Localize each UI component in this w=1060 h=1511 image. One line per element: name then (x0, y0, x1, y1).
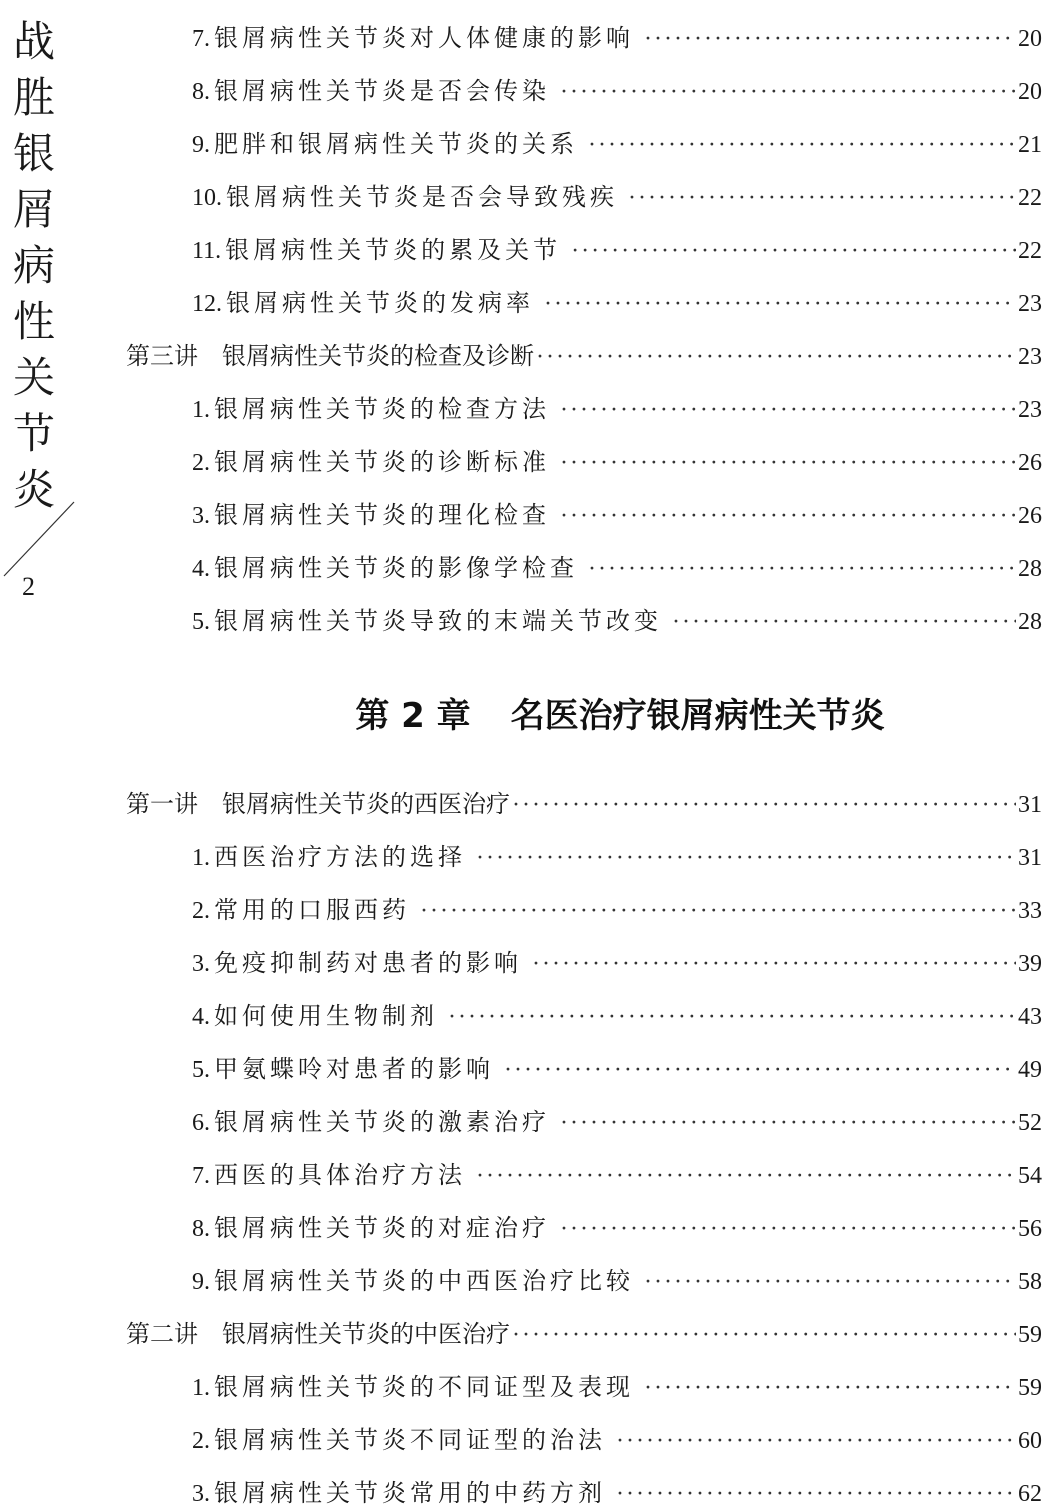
dot-leader (616, 1428, 1016, 1455)
toc-entry-number: 4. (192, 1004, 210, 1030)
chapter-label: 第 2 章 (355, 696, 471, 736)
book-title-char: 战 (12, 17, 55, 66)
toc-entry (192, 1473, 1042, 1508)
toc-entry (192, 548, 1042, 583)
toc-entry-title: 银屑病性关节炎的检查方法 (214, 395, 550, 423)
dot-leader (420, 898, 1016, 925)
book-title-char: 病 (12, 241, 55, 290)
toc-entry-number: 9. (192, 1269, 210, 1295)
toc-page-number: 59 (1018, 1375, 1042, 1401)
toc-entry-number: 9. (192, 132, 210, 158)
toc-entry-title: 银屑病性关节炎对人体健康的影响 (214, 24, 634, 52)
toc-entry-number: 8. (192, 1216, 210, 1242)
toc-entry (192, 1102, 1042, 1137)
toc-page-number: 21 (1018, 132, 1042, 158)
toc-page-number: 20 (1018, 26, 1042, 52)
dot-leader (476, 845, 1016, 872)
toc-page-number: 49 (1018, 1057, 1042, 1083)
dot-leader (571, 238, 1016, 265)
toc-entry-title: 银屑病性关节炎是否会传染 (214, 77, 550, 105)
toc-entry (192, 283, 1042, 318)
toc-entry-number: 3. (192, 1481, 210, 1507)
book-title-char: 关 (12, 353, 55, 402)
toc-entry (192, 943, 1042, 978)
dot-leader (644, 26, 1016, 53)
dot-leader (560, 1110, 1016, 1137)
dot-leader (628, 185, 1016, 212)
toc-entry-number: 2. (192, 898, 210, 924)
toc-entry-title: 银屑病性关节炎的激素治疗 (214, 1108, 550, 1136)
toc-page-number: 31 (1018, 792, 1042, 818)
toc-page-number: 31 (1018, 845, 1042, 871)
toc-entry-title: 银屑病性关节炎的诊断标准 (214, 448, 550, 476)
dot-leader (544, 291, 1016, 318)
dot-leader (644, 1269, 1016, 1296)
dot-leader (560, 1216, 1016, 1243)
toc-entry-title: 常用的口服西药 (214, 896, 410, 924)
toc-page-number: 26 (1018, 503, 1042, 529)
toc-entry-number: 7. (192, 26, 210, 52)
toc-entry-number: 10. (192, 185, 222, 211)
toc-page-number: 20 (1018, 79, 1042, 105)
toc-entry-title: 银屑病性关节炎的中西医治疗比较 (214, 1267, 634, 1295)
toc-entry-number: 2. (192, 450, 210, 476)
book-title-char: 节 (12, 409, 55, 458)
toc-entry (192, 495, 1042, 530)
toc-entry (192, 177, 1042, 212)
toc-entry-number: 2. (192, 1428, 210, 1454)
toc-section-entry (126, 336, 1042, 371)
toc-page-number: 60 (1018, 1428, 1042, 1454)
dot-leader (512, 1322, 1016, 1349)
toc-entry (192, 1367, 1042, 1402)
book-title-char: 银 (12, 129, 55, 178)
toc-entry-title: 免疫抑制药对患者的影响 (214, 949, 522, 977)
toc-page-number: 52 (1018, 1110, 1042, 1136)
toc-entry-number: 6. (192, 1110, 210, 1136)
toc-entry-title: 西医的具体治疗方法 (214, 1161, 466, 1189)
toc-entry-title: 银屑病性关节炎的影像学检查 (214, 554, 578, 582)
toc-entry-title: 银屑病性关节炎导致的末端关节改变 (214, 607, 662, 635)
toc-entry (192, 124, 1042, 159)
toc-entry-number: 1. (192, 845, 210, 871)
toc-page-number: 62 (1018, 1481, 1042, 1507)
dot-leader (560, 79, 1016, 106)
dot-leader (504, 1057, 1016, 1084)
book-title-char: 炎 (12, 465, 55, 514)
toc-entry-number: 5. (192, 609, 210, 635)
toc-entry (192, 1208, 1042, 1243)
toc-entry (192, 1261, 1042, 1296)
toc-entry-number: 3. (192, 951, 210, 977)
toc-entry-number: 3. (192, 503, 210, 529)
toc-entry (192, 996, 1042, 1031)
toc-page-number: 33 (1018, 898, 1042, 924)
toc-entry-number: 1. (192, 397, 210, 423)
toc-entry-title: 第一讲 银屑病性关节炎的西医治疗 (126, 790, 510, 818)
toc-entry (192, 837, 1042, 872)
toc-entry-number: 7. (192, 1163, 210, 1189)
dot-leader (476, 1163, 1016, 1190)
toc-entry (192, 18, 1042, 53)
toc-entry-title: 西医治疗方法的选择 (214, 843, 466, 871)
chapter-heading (0, 688, 1060, 737)
dot-leader (588, 556, 1016, 583)
toc-page-number: 28 (1018, 609, 1042, 635)
toc-page-number: 54 (1018, 1163, 1042, 1189)
toc-entry (192, 1420, 1042, 1455)
book-title-char: 性 (12, 297, 55, 346)
toc-page-number: 58 (1018, 1269, 1042, 1295)
page-number: 2 (22, 572, 35, 601)
dot-leader (536, 344, 1016, 371)
toc-page-number: 39 (1018, 951, 1042, 977)
toc-page-number: 26 (1018, 450, 1042, 476)
dot-leader (588, 132, 1016, 159)
toc-entry-title: 银屑病性关节炎是否会导致残疾 (226, 183, 618, 211)
dot-leader (644, 1375, 1016, 1402)
toc-entry (192, 442, 1042, 477)
toc-entry (192, 1155, 1042, 1190)
toc-entry-number: 8. (192, 79, 210, 105)
toc-entry-title: 银屑病性关节炎的不同证型及表现 (214, 1373, 634, 1401)
toc-entry-title: 银屑病性关节炎常用的中药方剂 (214, 1479, 606, 1507)
dot-leader (560, 450, 1016, 477)
toc-page-number: 56 (1018, 1216, 1042, 1242)
toc-page-number: 23 (1018, 291, 1042, 317)
toc-page-number: 22 (1018, 238, 1042, 264)
toc-page-number: 23 (1018, 397, 1042, 423)
toc-entry (192, 890, 1042, 925)
toc-entry (192, 230, 1042, 265)
toc-entry-number: 1. (192, 1375, 210, 1401)
chapter-title: 名医治疗银屑病性关节炎 (510, 696, 885, 736)
toc-entry-number: 5. (192, 1057, 210, 1083)
toc-entry-title: 第三讲 银屑病性关节炎的检查及诊断 (126, 342, 534, 370)
toc-page-number: 22 (1018, 185, 1042, 211)
toc-entry-title: 第二讲 银屑病性关节炎的中医治疗 (126, 1320, 510, 1348)
dot-leader (532, 951, 1016, 978)
toc-section-entry (126, 784, 1042, 819)
toc-entry-title: 甲氨蝶呤对患者的影响 (214, 1055, 494, 1083)
book-title-char: 屑 (12, 185, 55, 234)
toc-entry-title: 银屑病性关节炎的发病率 (226, 289, 534, 317)
toc-section-entry (126, 1314, 1042, 1349)
dot-leader (560, 503, 1016, 530)
toc-entry (192, 71, 1042, 106)
toc-entry-number: 12. (192, 291, 222, 317)
toc-page-number: 23 (1018, 344, 1042, 370)
toc-page-number: 28 (1018, 556, 1042, 582)
toc-entry-number: 11. (192, 238, 222, 264)
toc-entry-title: 银屑病性关节炎的对症治疗 (214, 1214, 550, 1242)
toc-entry (192, 601, 1042, 636)
toc-entry-title: 如何使用生物制剂 (214, 1002, 438, 1030)
toc-entry-number: 4. (192, 556, 210, 582)
dot-leader (672, 609, 1016, 636)
dot-leader (512, 792, 1016, 819)
book-title-char: 胜 (12, 73, 55, 122)
toc-page-number: 43 (1018, 1004, 1042, 1030)
toc-page-number: 59 (1018, 1322, 1042, 1348)
toc-entry-title: 银屑病性关节炎不同证型的治法 (214, 1426, 606, 1454)
toc-entry-title: 银屑病性关节炎的累及关节 (225, 236, 562, 264)
toc-entry (192, 1049, 1042, 1084)
dot-leader (616, 1481, 1016, 1508)
toc-entry-title: 肥胖和银屑病性关节炎的关系 (214, 130, 578, 158)
dot-leader (448, 1004, 1016, 1031)
toc-entry (192, 389, 1042, 424)
dot-leader (560, 397, 1016, 424)
toc-entry-title: 银屑病性关节炎的理化检查 (214, 501, 550, 529)
